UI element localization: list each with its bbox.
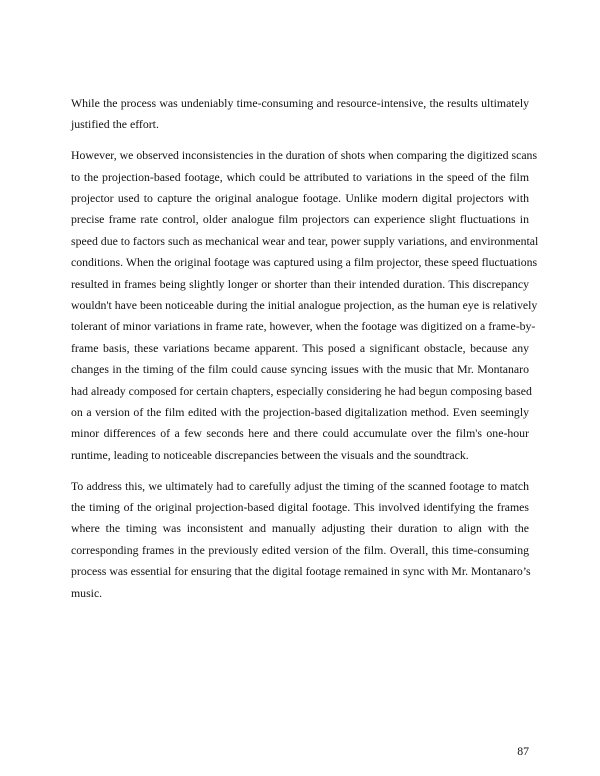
text-line: frame basis, these variations became apparent. This posed a significant obstacle, because any: [71, 340, 529, 355]
text-line: projector used to capture the original analogue footage. Unlike modern digital projectors with: [71, 191, 529, 206]
page-number: 87: [517, 744, 529, 758]
paragraph: [71, 145, 539, 466]
paragraph: [71, 93, 529, 136]
text-line: precise frame rate control, older analogue film projectors can experience slight fluctuations in: [71, 212, 529, 227]
text-line: justified the effort.: [71, 117, 159, 132]
text-line: However, we observed inconsistencies in the duration of shots when comparing the digitized scans: [71, 148, 538, 163]
text-line: changes in the timing of the film could cause syncing issues with the music that Mr. Montanaro: [71, 362, 529, 377]
body-text: [71, 93, 539, 613]
text-line: had already composed for certain chapters, especially considering he had begun composing based: [71, 383, 532, 398]
text-line: To address this, we ultimately had to carefully adjust the timing of the scanned footage to match: [71, 478, 529, 493]
text-line: the timing of the original projection-based digital footage. This involved identifying the frames: [71, 500, 529, 515]
text-line: wouldn't have been noticeable during the initial analogue projection, as the human eye is relatively: [71, 298, 538, 313]
text-line: to the projection-based footage, which could be attributed to variations in the speed of the film: [71, 169, 529, 184]
text-line: tolerant of minor variations in frame rate, however, when the footage was digitized on a frame-by-: [71, 319, 536, 334]
text-line: on a version of the film edited with the projection-based digitalization method. Even seemingly: [71, 404, 529, 419]
text-line: resulted in frames being slightly longer or shorter than their intended duration. This discrepancy: [71, 276, 529, 291]
text-line: runtime, leading to noticeable discrepancies between the visuals and the soundtrack.: [71, 447, 469, 462]
text-line: process was essential for ensuring that the digital footage remained in sync with Mr. Montanaro’s: [71, 564, 531, 579]
text-line: music.: [71, 585, 103, 600]
text-line: corresponding frames in the previously edited version of the film. Overall, this time-consuming: [71, 542, 529, 557]
text-line: speed due to factors such as mechanical wear and tear, power supply variations, and environmental: [71, 233, 539, 248]
paragraph: [71, 476, 529, 604]
text-line: While the process was undeniably time-consuming and resource-intensive, the results ultimately: [71, 96, 529, 110]
text-line: conditions. When the original footage was captured using a film projector, these speed fluctuations: [71, 255, 538, 270]
text-line: minor differences of a few seconds here and there could accumulate over the film's one-hour: [71, 426, 529, 441]
text-line: where the timing was inconsistent and manually adjusting their duration to align with the: [71, 521, 529, 536]
